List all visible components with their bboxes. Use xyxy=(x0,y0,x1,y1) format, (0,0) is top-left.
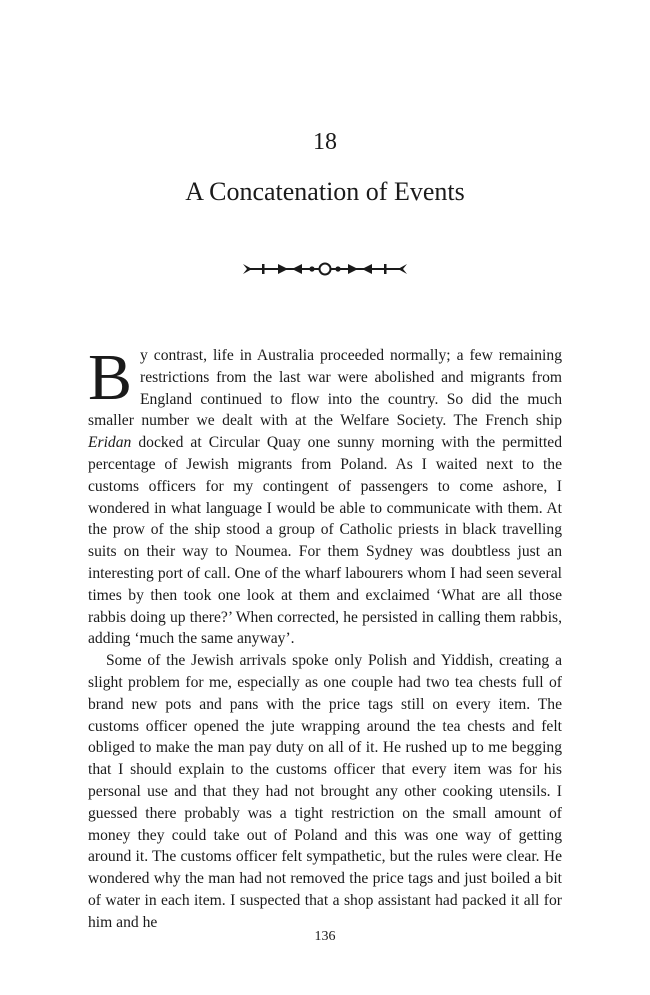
paragraph-1-rest: docked at Circular Quay one sunny morning with the permitted percentage of Jewish migrants from Poland. As I waited next to the customs officers for my contingent of passengers to come ashore, I wondered in what language I would be able to communicate with them. At the prow of the ship stood a group of Catholic priests in black travelling suits on their way to Noumea. For them Sydney was doubtless just an interesting port of call. One of the wharf labourers whom I had seen several times by then took one look at them and exclaimed ‘What are all those rabbis doing up there?’ When corrected, he persisted in calling them rabbis, adding ‘much the same anyway’. xyxy=(88,434,562,648)
paragraph-2: Some of the Jewish arrivals spoke only Polish and Yiddish, creating a slight problem for me, especially as one couple had two tea chests full of brand new pots and pans with the price tags still on every item. The customs officer opened the jute wrapping around the tea chests and felt obliged to make the man pay duty on all of it. He rushed up to me begging that I should explain to the customs officer that every item was for his personal use and that they had not brought any other cooking utensils. I guessed there probably was a tight restriction on the small amount of money they could take out of Poland and this was one way of getting around it. The customs officer felt sympathetic, but the rules were clear. He wondered why the man had not removed the price tags and just boiled a bit of water in each item. I suspected that a shop assistant had packed it all for him and he xyxy=(88,652,562,931)
ship-name: Eridan xyxy=(88,434,132,452)
decorative-divider-icon xyxy=(240,258,410,280)
page-number: 136 xyxy=(314,929,336,944)
paragraph-1 xyxy=(88,341,562,650)
chapter-title: A Concatenation of Events xyxy=(185,177,465,206)
chapter-body xyxy=(88,341,562,934)
drop-cap: B xyxy=(88,341,133,414)
chapter-number: 18 xyxy=(313,129,337,155)
paragraph-1-lead: y contrast, life in Australia proceeded normally; a few remaining restrictions from the last war were abolished and migrants from England continued to flow into the country. So did the much smaller number we dealt with at the Welfare Society. The French ship xyxy=(88,347,562,430)
